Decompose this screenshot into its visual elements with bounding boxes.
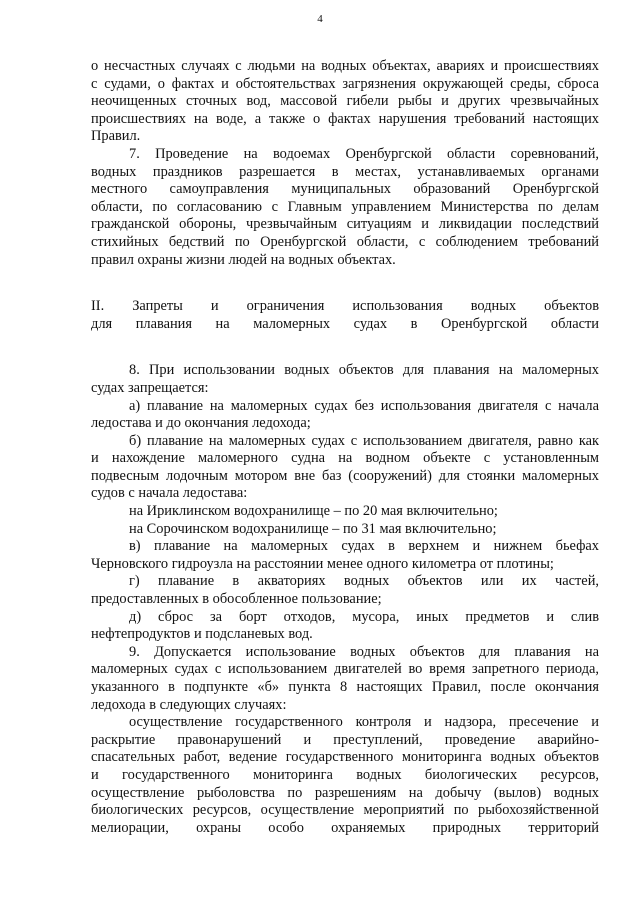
text-line: водных праздников разрешается в местах, устанавливаемых органами	[91, 163, 599, 180]
text-line: Правил.	[91, 128, 141, 145]
text-line: биологических ресурсов, осуществление мероприятий по рыбохозяйственной	[91, 802, 599, 819]
text-line: в) плавание на маломерных судах в верхнем и нижнем бьефах	[129, 538, 599, 555]
heading-line: для плавания на маломерных судах в Оренбургской области	[91, 315, 599, 332]
item-8a-paragraph	[91, 398, 599, 433]
item-9-cases-paragraph	[91, 714, 599, 837]
text-line: б) плавание на маломерных судах с использованием двигателя, равно как	[129, 432, 599, 449]
section-heading	[91, 298, 599, 333]
text-line: подвесным лодочным мотором вне баз (сооружений) для стоянки маломерных	[91, 467, 599, 484]
document-body	[91, 58, 599, 837]
text-line: неочищенных сточных вод, массовой гибели рыбы и других чрезвычайных	[91, 93, 599, 110]
text-line: маломерных судах с использованием двигателей во время запретного периода,	[91, 661, 599, 678]
text-line: мелиорации, охраны особо охраняемых природных территорий	[91, 819, 599, 836]
heading-line: II. Запреты и ограничения использования водных объектов	[91, 298, 599, 315]
text-line: а) плавание на маломерных судах без использования двигателя с начала	[129, 397, 599, 414]
text-line: о несчастных случаях с людьми на водных объектах, авариях и происшествиях	[91, 58, 599, 74]
text-line: на Ириклинском водохранилище – по 20 мая включительно;	[129, 503, 498, 520]
item-8-paragraph	[91, 362, 599, 397]
page-number: 4	[317, 13, 323, 25]
text-line: стихийных бедствий по Оренбургской области, с соблюдением требований	[91, 233, 599, 250]
text-line: на Сорочинском водохранилище – по 31 мая включительно;	[129, 520, 497, 537]
text-line: области, по согласованию с Главным управлением Министерства по делам	[91, 198, 599, 215]
item-8b-paragraph	[91, 433, 599, 539]
text-line: нефтепродуктов и подсланевых вод.	[91, 626, 313, 643]
item-8d-paragraph	[91, 609, 599, 644]
text-line: раскрытие правонарушений и преступлений, проведение аварийно-	[91, 731, 599, 748]
text-line: осуществление государственного контроля и надзора, пресечение и	[129, 714, 599, 731]
text-line: правил охраны жизни людей на водных объектах.	[91, 251, 396, 268]
text-line: 7. Проведение на водоемах Оренбургской области соревнований,	[129, 145, 599, 162]
text-line: д) сброс за борт отходов, мусора, иных предметов и слив	[129, 608, 599, 625]
text-line: 8. При использовании водных объектов для плавания на маломерных	[129, 362, 599, 379]
text-line: судах запрещается:	[91, 379, 209, 396]
text-line: гражданской обороны, чрезвычайным ситуациям и ликвидации последствий	[91, 216, 599, 233]
text-line: 9. Допускается использование водных объектов для плавания на	[129, 643, 599, 660]
item-8v-paragraph	[91, 538, 599, 573]
text-line: местного самоуправления муниципальных образований Оренбургской	[91, 181, 599, 198]
text-line: осуществление рыболовства по разрешениям на добычу (вылов) водных	[91, 784, 599, 801]
item-9-paragraph	[91, 644, 599, 714]
text-line: с судами, о фактах и обстоятельствах загрязнения окружающей среды, сброса	[91, 75, 599, 92]
text-line: ледохода в следующих случаях:	[91, 696, 287, 713]
text-line: ледостава и до окончания ледохода;	[91, 415, 311, 432]
text-line: происшествиях на воде, а также о фактах нарушения требований настоящих	[91, 110, 599, 127]
text-line: и государственного мониторинга водных биологических ресурсов,	[91, 766, 599, 783]
item-7-paragraph	[91, 146, 599, 269]
intro-paragraph	[91, 58, 599, 146]
text-line: предоставленных в обособленное пользование;	[91, 591, 382, 608]
text-line: и нахождение маломерного судна на водном объекте с установленным	[91, 450, 599, 467]
text-line: спасательных работ, ведение государственного мониторинга водных объектов	[91, 749, 599, 766]
text-line: г) плавание в акваториях водных объектов или их частей,	[129, 573, 599, 590]
item-8g-paragraph	[91, 573, 599, 608]
text-line: указанного в подпункте «б» пункта 8 настоящих Правил, после окончания	[91, 679, 599, 695]
text-line: Черновского гидроузла на расстоянии менее одного километра от плотины;	[91, 555, 554, 572]
text-line: судов с начала ледостава:	[91, 485, 248, 502]
